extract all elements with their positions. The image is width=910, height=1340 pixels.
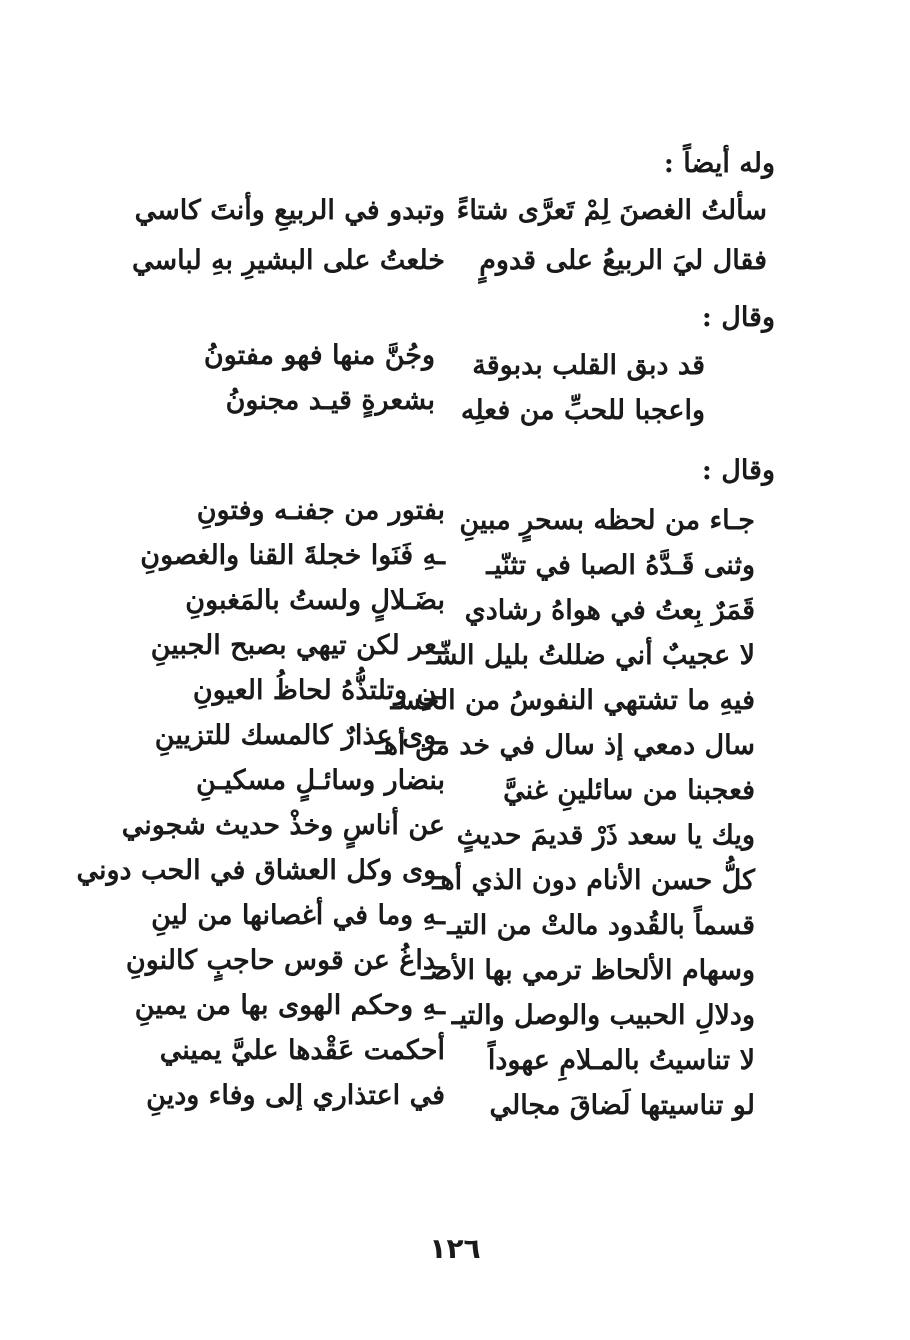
poem3-line2-right: وثنى قَـدَّهُ الصبا في تثنّيـ: [486, 550, 755, 581]
poem3-line5-right: فيهِ ما تشتهي النفوسُ من الحسـ: [390, 685, 755, 716]
poem3-heading: وقال :: [701, 455, 775, 486]
poem1-line1-left: وتبدو في الربيعِ وأنتَ كاسي: [134, 195, 445, 226]
poem3-line5-left: ـنِ وتلتذُّهُ لحاظُ العيونِ: [192, 675, 445, 706]
poem3-line11-right: وسهام الألحاظ ترمي بها الأصـ: [421, 955, 755, 986]
poem3-line4-right: لا عجيبٌ أني ضللتُ بليل الشّـ: [426, 640, 755, 671]
poem3-line3-left: بضَـلالٍ ولستُ بالمَغبونِ: [185, 585, 445, 616]
poem3-line4-left: ـعر لكن تيهي بصبح الجبينِ: [150, 630, 445, 661]
poem2-line1-right: قد دبق القلب بدبوقة: [472, 350, 705, 381]
poem1-heading: وله أيضاً :: [663, 148, 775, 179]
poem3-line12-left: ـهِ وحكم الهوى بها من يمينِ: [134, 990, 445, 1021]
poem3-line9-left: ـوى وكل العشاق في الحب دوني: [76, 855, 445, 886]
poem3-line10-left: ـهِ وما في أغصانها من لينِ: [151, 900, 445, 931]
poem3-line7-left: بنضار وسائـلٍ مسكيـنِ: [196, 765, 445, 796]
poem3-line8-right: ويك يا سعد ذَرْ قديمَ حديثٍ: [456, 820, 755, 851]
poem3-line6-right: سال دمعي إذ سال في خد من أهـ: [375, 730, 755, 761]
poem3-line8-left: عن أناسٍ وخذْ حديث شجوني: [121, 810, 445, 841]
poem2-line2-left: بشعرةٍ قيـد مجنونُ: [225, 385, 435, 416]
poem3-line14-left: في اعتذاري إلى وفاء ودينِ: [146, 1080, 445, 1111]
poem3-line12-right: ودلالِ الحبيب والوصل والتيـ: [451, 1000, 755, 1031]
poem3-line9-right: كلُّ حسن الأنام دون الذي أهـ: [432, 865, 755, 896]
poem3-line10-right: قسماً بالقُدود مالتْ من التيـ: [447, 910, 755, 941]
poem3-line1-left: بفتور من جفنـه وفتونِ: [196, 495, 445, 526]
poem3-line6-left: ـوى عذارٌ كالمسك للتزيينِ: [154, 720, 445, 751]
poem1-line2-left: خلعتُ على البشيرِ بهِ لباسي: [131, 245, 445, 276]
poem2-line2-right: واعجبا للحبِّ من فعلِه: [460, 395, 705, 426]
poem3-line7-right: فعجبنا من سائلينِ غنيَّ: [503, 775, 755, 806]
poem3-line3-right: قَمَرٌ بِعتُ في هواهُ رشادي: [464, 595, 755, 626]
poem3-line1-right: جـاء من لحظه بسحرٍ مبينِ: [459, 505, 755, 536]
poem3-line2-left: ـهِ فَنَوا خجلةَ القنا والغصونِ: [140, 540, 445, 571]
poem3-line14-right: لو تناسيتها لَضاقَ مجالي: [489, 1090, 755, 1121]
poem3-line13-left: أحكمت عَقْدها عليَّ يميني: [159, 1035, 445, 1066]
poem2-line1-left: وجُنَّ منها فهو مفتونُ: [203, 340, 435, 371]
poem1-line1-right: سألتُ الغصنَ لِمْ تَعرَّى شتاءً: [456, 195, 767, 226]
poem2-heading: وقال :: [701, 302, 775, 333]
poem3-line11-left: ـداغُ عن قوس حاجبٍ كالنونِ: [125, 945, 445, 976]
poem3-line13-right: لا تناسيتُ بالمـلامِ عهوداً: [487, 1045, 755, 1076]
page-number: ١٢٦: [429, 1232, 481, 1265]
poem1-line2-right: فقال ليَ الربيعُ على قدومٍ: [479, 245, 767, 276]
